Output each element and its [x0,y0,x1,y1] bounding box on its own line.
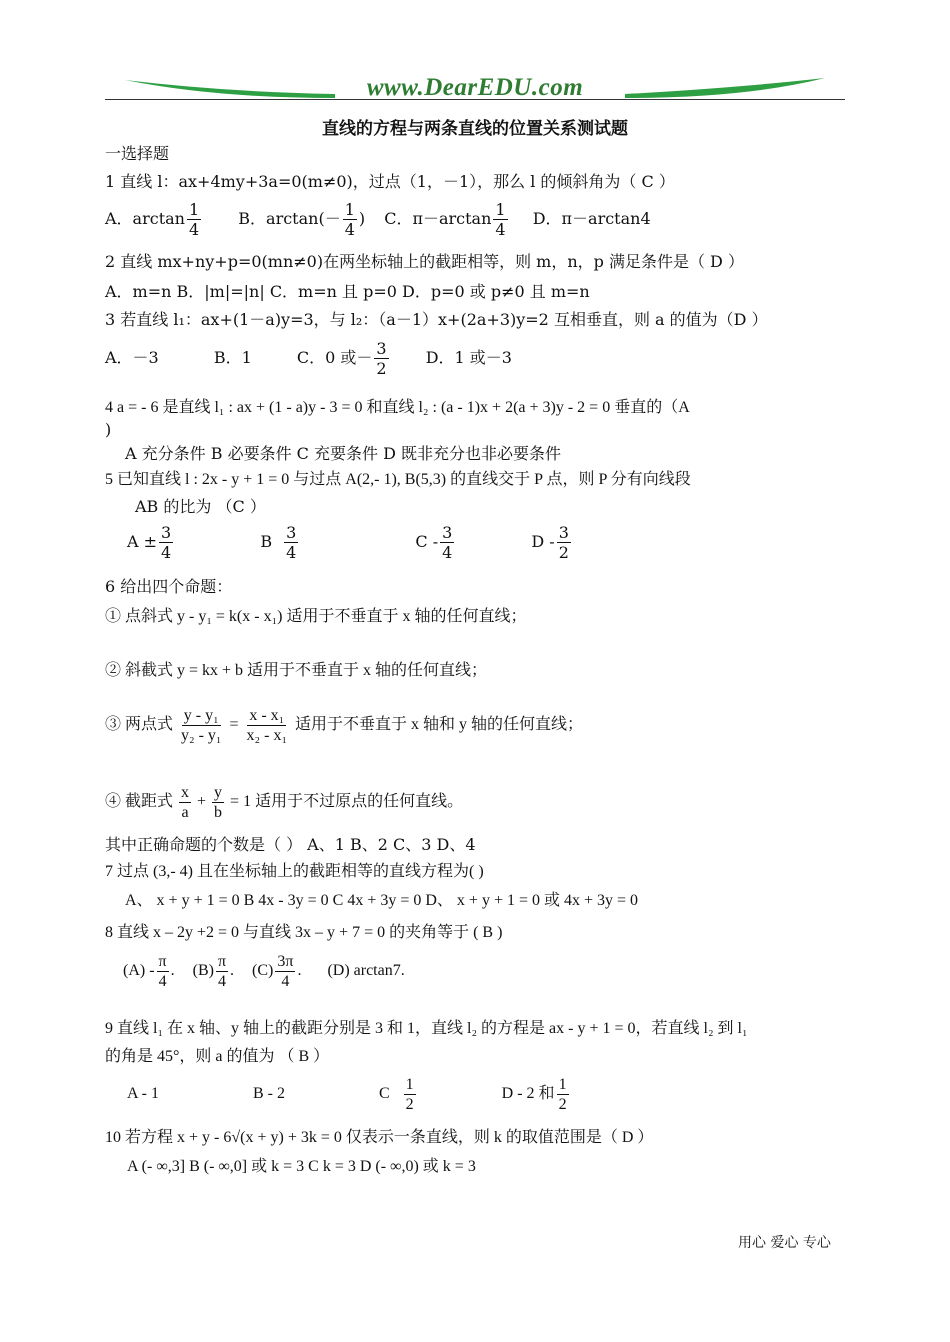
question-5: 5 已知直线 l : 2x - y + 1 = 0 与过点 A(2,- 1), B(5,3) 的直线交于 P 点，则 P 分有向线段 [105,471,691,488]
page-footer: 用心 爱心 专心 [738,1235,831,1251]
question-5-options: A ± $\frac{3}{4}$ B $\frac{3}{4}$ C - $\frac{3}{4}$ D - $\frac{3}{2}$ [127,523,569,562]
question-8-options: (A) - $\frac{\pi}{4}$ . (B) $\frac{\pi}{4}$ . (C) $\frac{3\pi}{4}$ . (D) arctan7. [123,953,405,990]
question-6-answers: 其中正确命题的个数是（ ） A、1 B、2 C、3 D、4 [105,835,476,854]
site-url: www.DearEDU.com [366,74,584,101]
question-3-options: A．－3 B．1 C．0 或－ $\frac{3}{2}$ D．1 或－3 [105,339,512,378]
question-9-options: A - 1 B - 2 C $\frac{1}{2}$ D - 2 和 $\frac{1}{2}$ [127,1076,567,1113]
question-2: 2 直线 mx+ny+p=0(mn≠0)在两坐标轴上的截距相等，则 m，n，p 满足条件是（ D ） [105,252,744,271]
section-heading: 一选择题 [105,144,170,163]
question-9-b: 的角是 45°，则 a 的值为 （ B ） [105,1048,330,1065]
question-8: 8 直线 x – 2y +2 = 0 与直线 3x – y + 7 = 0 的夹角等于 ( B ) [105,924,503,941]
question-6-item-2: ② 斜截式 y = kx + b 适用于不垂直于 x 轴的任何直线； [105,662,488,679]
question-3: 3 若直线 l₁：ax+(1－a)y=3，与 l₂：（a－1）x+(2a+3)y=2 互相垂直，则 a 的值为（D ） [105,310,768,329]
header-rule [105,99,845,100]
question-9: 9 直线 l₁ 在 x 轴、y 轴上的截距分别是 3 和 1，直线 l₂ 的方程是 ax - y + 1 = 0，若直线 l₂ 到 l₁ [105,1020,748,1037]
question-7-options: A、 x + y + 1 = 0 B 4x - 3y = 0 C 4x + 3y = 0 D、 x + y + 1 = 0 或 4x + 3y = 0 [125,892,639,909]
question-10-options: A (- ∞,3] B (- ∞,0] 或 k = 3 C k = 3 D (- ∞,0) 或 k = 3 [127,1158,476,1175]
question-4: 4 a = - 6 是直线 l₁ : ax + (1 - a)y - 3 = 0 和直线 l₂ : (a - 1)x + 2(a + 3)y - 2 = 0 垂直的（A [105,399,690,416]
question-6-item-1: ① 点斜式 y - y₁ = k(x - x₁) 适用于不垂直于 x 轴的任何直线； [105,608,527,625]
question-10: 10 若方程 x + y - 6√(x + y) + 3k = 0 仅表示一条直线，则 k 的取值范围是（ D ） [105,1129,654,1146]
question-6-item-4: ④ 截距式 $\frac{x}{a}$ + $\frac{y}{b}$ = 1 适用于不过原点的任何直线。 [105,784,464,821]
question-1-options: A．arctan $\frac{1}{4}$ B．arctan(－ $\frac{1}{4}$ ) C．π－arctan $\frac{1}{4}$ D．π－arctan4 [105,200,651,239]
question-7: 7 过点 (3,- 4) 且在坐标轴上的截距相等的直线方程为( ) [105,863,484,880]
question-4-tail: ) [105,420,112,439]
question-6: 6 给出四个命题： [105,577,233,596]
page-title: 直线的方程与两条直线的位置关系测试题 [322,119,628,139]
question-1: 1 直线 l：ax+4my+3a=0(m≠0)，过点（1，－1），那么 l 的倾斜角为（ C ） [105,172,675,191]
question-6-item-3: ③ 两点式 $\frac{\text{y - y₁}}{\text{y₂ - y₁}}$ = $\frac{\text{x - x₁}}{\text{x₂ - x₁}}$ 适用于不垂直于 x 轴和 y 轴的任何直线； [105,707,584,744]
question-2-options: A．m=n B．|m|=|n| C．m=n 且 p=0 D．p=0 或 p≠0 且 m=n [105,282,590,301]
question-4-options: A 充分条件 B 必要条件 C 充要条件 D 既非充分也非必要条件 [125,444,561,463]
question-5-b: AB 的比为 （C ） [135,497,266,516]
